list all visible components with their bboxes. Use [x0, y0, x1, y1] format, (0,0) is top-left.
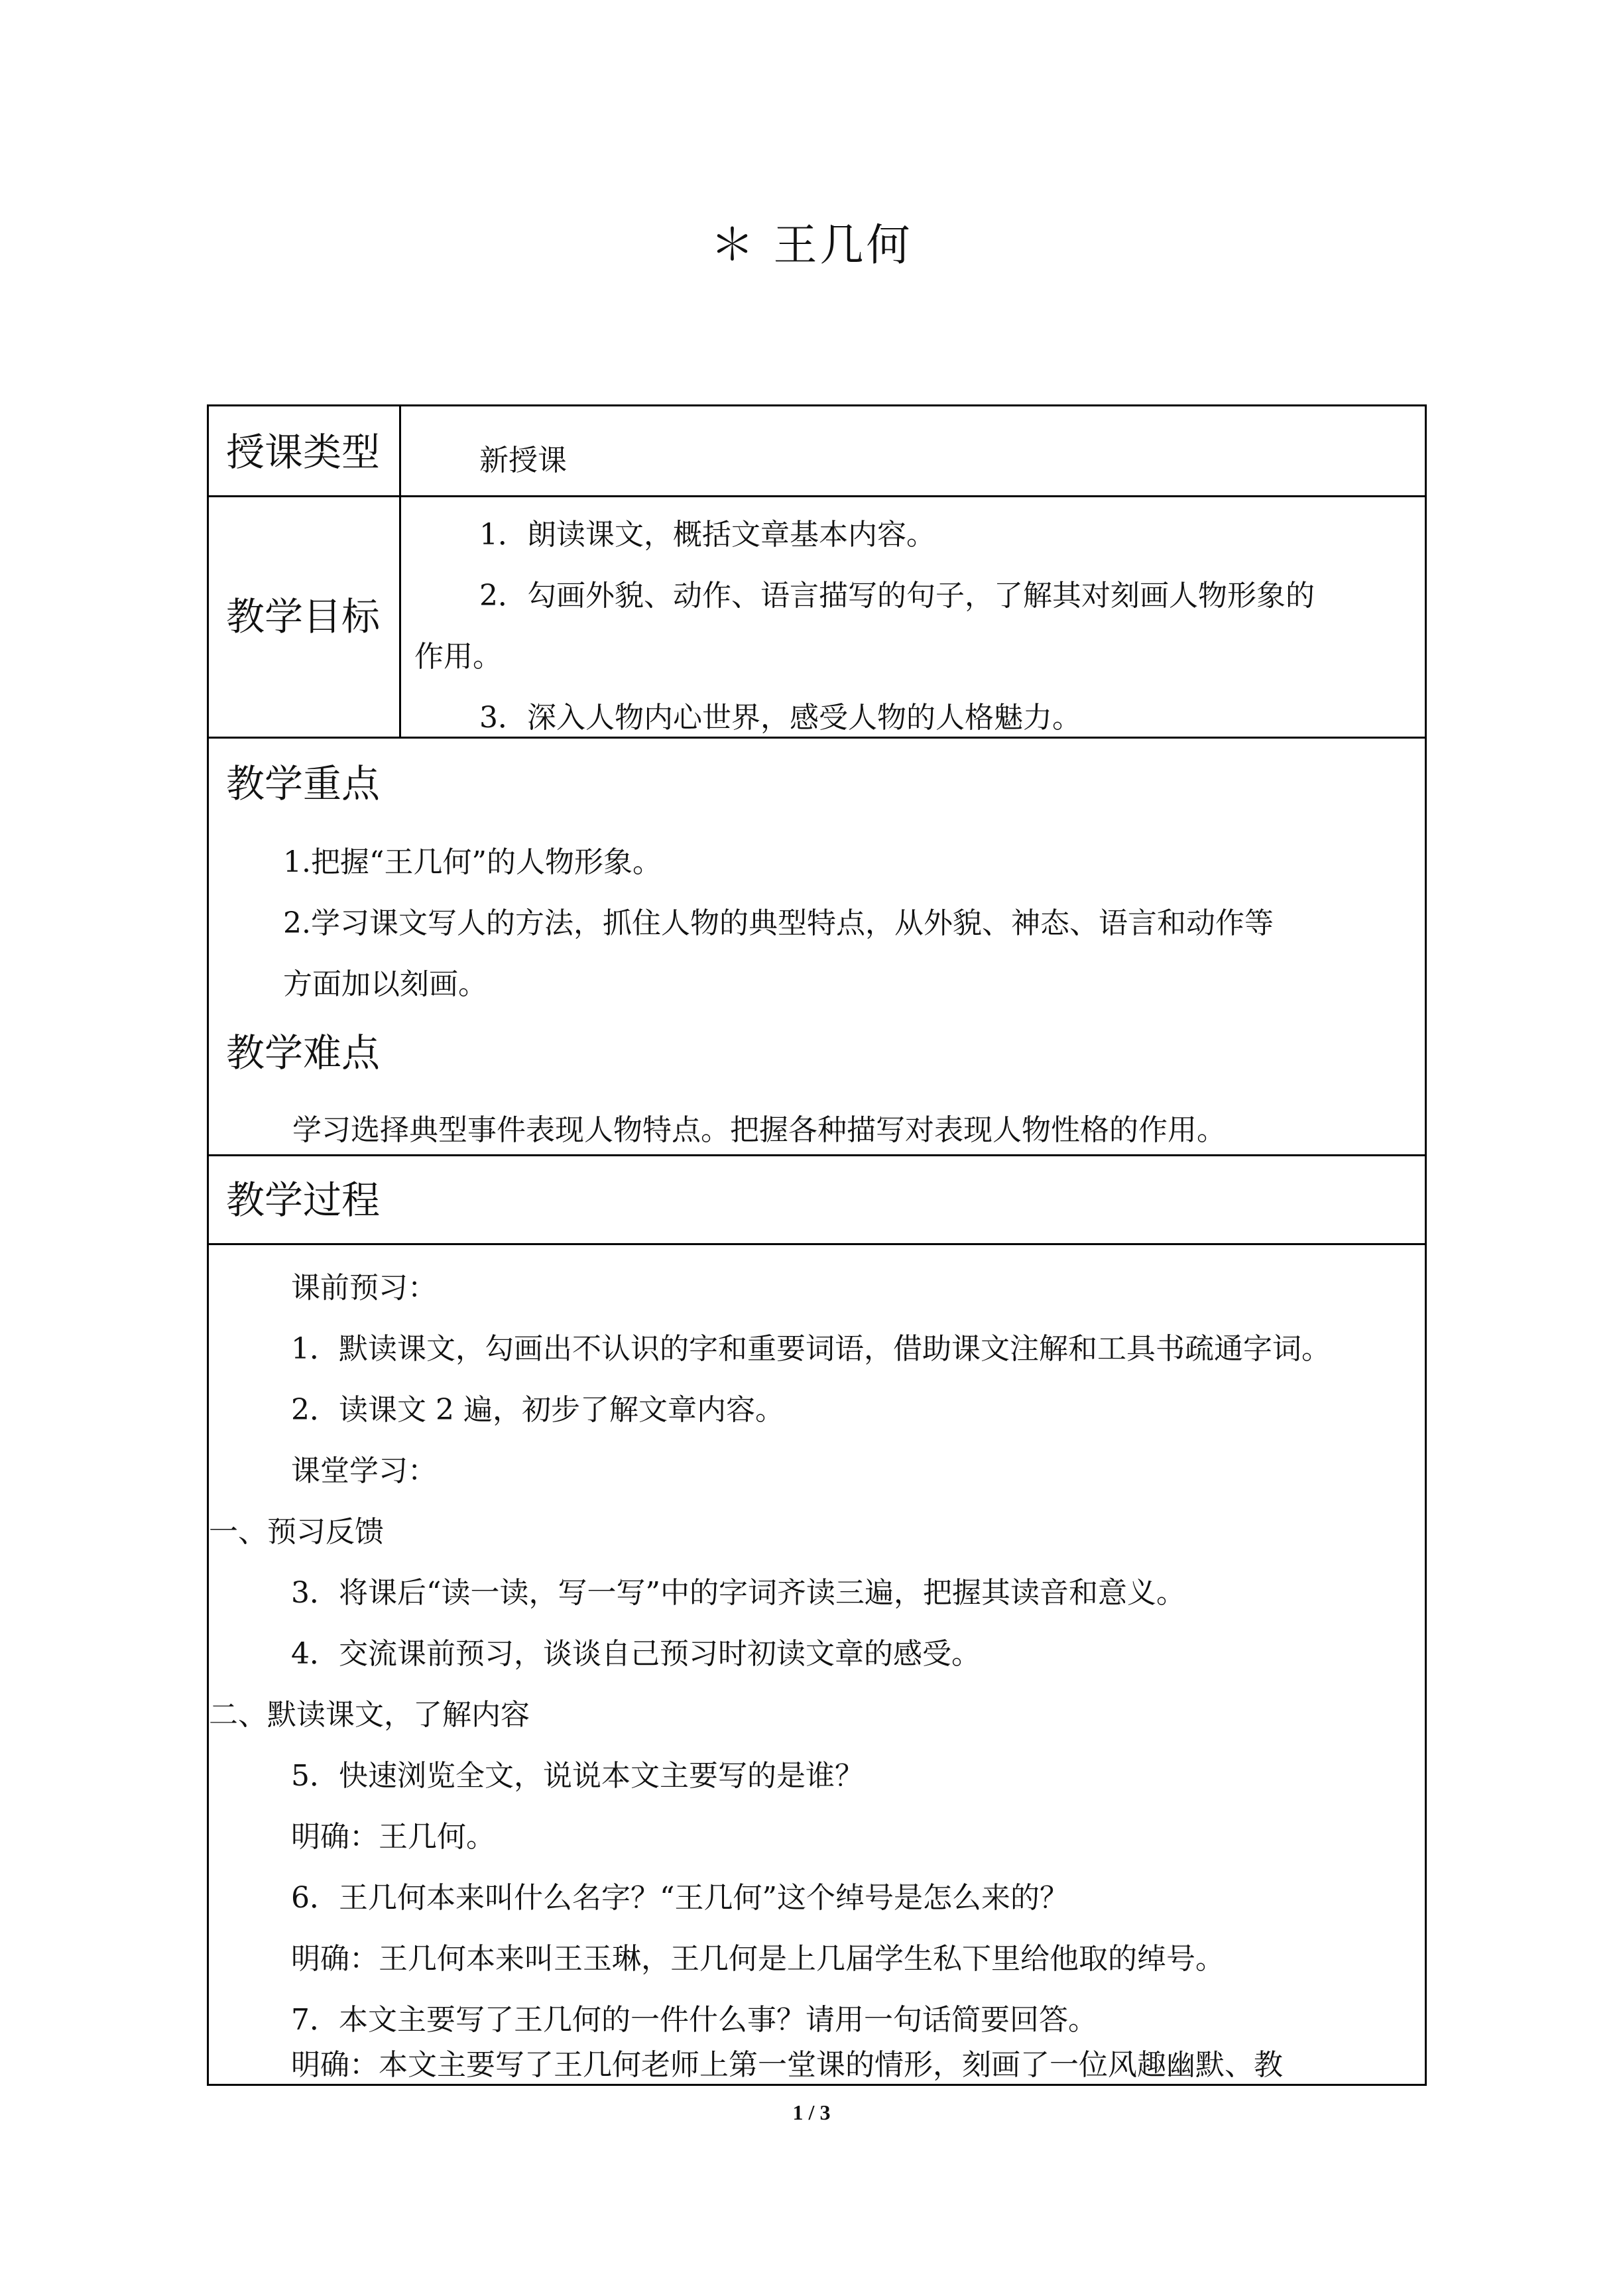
process-line: 6．王几何本来叫什么名字？“王几何”这个绰号是怎么来的？ — [291, 1881, 1069, 1915]
keypoints-label: 教学重点 — [226, 761, 381, 806]
process-line: 1．默读课文，勾画出不认识的字和重要词语，借助课文注解和工具书疏通字词。 — [291, 1332, 1331, 1366]
objective-line: 2．勾画外貌、动作、语言描写的句子，了解其对刻画人物形象的 — [479, 579, 1315, 613]
process-line: 课堂学习： — [291, 1454, 437, 1488]
difficulties-label: 教学难点 — [226, 1030, 381, 1075]
type-label: 授课类型 — [226, 430, 381, 475]
process-section-heading: 二、默读课文，了解内容 — [209, 1698, 530, 1732]
keypoint-line: 方面加以刻画。 — [283, 967, 487, 1001]
row-divider — [209, 1154, 1425, 1156]
process-line: 5．快速浏览全文，说说本文主要写的是谁？ — [291, 1759, 864, 1793]
row-divider — [209, 737, 1425, 739]
process-line: 3．将课后“读一读，写一写”中的字词齐读三遍，把握其读音和意义。 — [291, 1576, 1185, 1610]
row-divider — [209, 495, 1425, 497]
lesson-plan-table — [207, 404, 1427, 2086]
keypoint-line: 2.学习课文写人的方法，抓住人物的典型特点，从外貌、神态、语言和动作等 — [283, 906, 1274, 940]
document-title: ＊ 王几何 — [710, 219, 913, 271]
type-value: 新授课 — [479, 444, 567, 477]
objective-line: 3．深入人物内心世界，感受人物的人格魅力。 — [479, 701, 1081, 735]
keypoint-line: 1.把握“王几何”的人物形象。 — [283, 845, 662, 879]
difficulty-line: 学习选择典型事件表现人物特点。把握各种描写对表现人物性格的作用。 — [292, 1113, 1226, 1147]
objective-line: 作用。 — [414, 640, 502, 674]
process-line: 明确：本文主要写了王几何老师上第一堂课的情形，刻画了一位风趣幽默、教 — [291, 2048, 1283, 2082]
process-line: 4．交流课前预习，谈谈自己预习时初读文章的感受。 — [291, 1637, 981, 1671]
process-line: 2．读课文 2 遍，初步了解文章内容。 — [291, 1393, 784, 1427]
process-line: 课前预习： — [291, 1271, 437, 1305]
process-label: 教学过程 — [226, 1178, 381, 1223]
process-line: 明确：王几何本来叫王玉琳，王几何是上几届学生私下里给他取的绰号。 — [291, 1942, 1225, 1976]
objectives-label: 教学目标 — [226, 594, 381, 639]
row-divider — [209, 1243, 1425, 1245]
process-section-heading: 一、预习反馈 — [209, 1515, 384, 1549]
objective-line: 1．朗读课文，概括文章基本内容。 — [479, 518, 935, 552]
page-number: 1 / 3 — [792, 2100, 831, 2124]
process-line: 7．本文主要写了王几何的一件什么事？请用一句话简要回答。 — [291, 2003, 1097, 2037]
process-line: 明确：王几何。 — [291, 1820, 495, 1854]
column-divider — [399, 406, 401, 737]
